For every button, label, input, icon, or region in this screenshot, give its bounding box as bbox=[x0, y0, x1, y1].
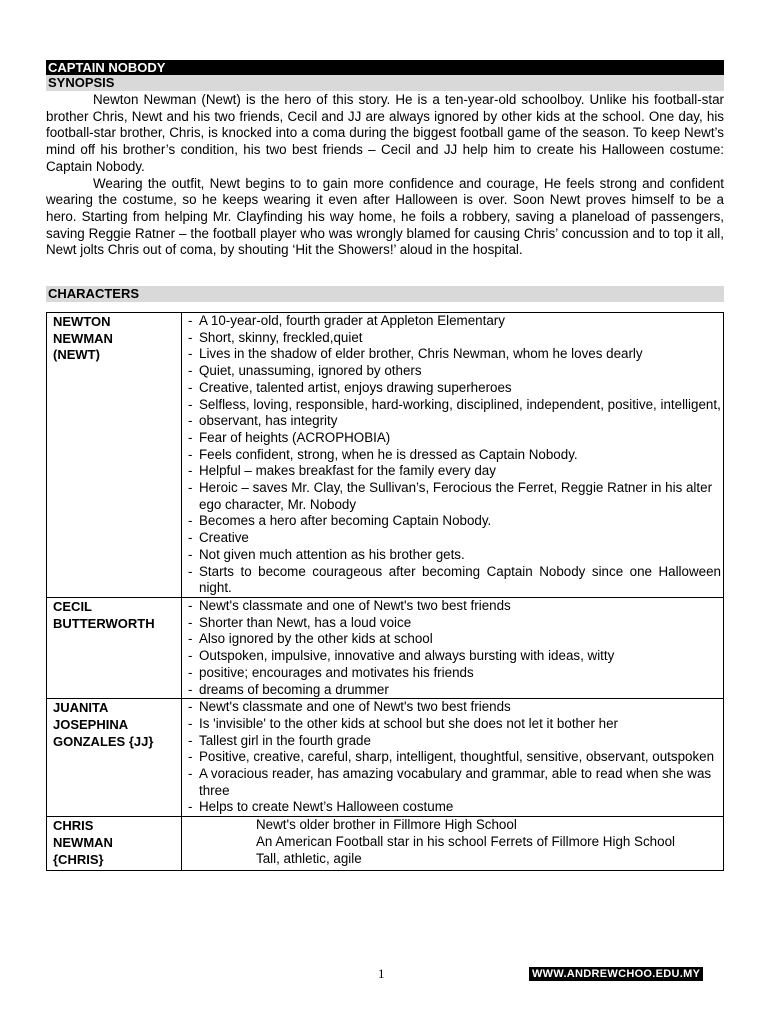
trait-item: - Short, skinny, freckled,quiet bbox=[186, 330, 721, 347]
trait-item: - Tallest girl in the fourth grade bbox=[186, 733, 721, 750]
trait-item: - Quiet, unassuming, ignored by others bbox=[186, 363, 721, 380]
trait-item: - Newt's classmate and one of Newt's two best friends bbox=[186, 699, 721, 716]
character-name-line: GONZALES {JJ} bbox=[53, 733, 154, 749]
characters-heading: CHARACTERS bbox=[46, 286, 724, 302]
trait-item: - Is 'invisible' to the other kids at school but she does not let it bother her bbox=[186, 716, 721, 733]
trait-item: - Newt's classmate and one of Newt's two best friends bbox=[186, 598, 721, 615]
trait-item: Tall, athletic, agile bbox=[256, 850, 362, 866]
trait-item: - Creative bbox=[186, 530, 721, 547]
character-name-cell bbox=[47, 817, 182, 871]
character-name-cell bbox=[47, 699, 182, 817]
trait-item: - Becomes a hero after becoming Captain Nobody. bbox=[186, 513, 721, 530]
trait-item: - Heroic – saves Mr. Clay, the Sullivan’s, Ferocious the Ferret, Reggie Ratner in his alter ego character, Mr. Nobody bbox=[186, 480, 721, 513]
trait-item: - Shorter than Newt, has a loud voice bbox=[186, 615, 721, 632]
character-name-line: CHRIS bbox=[53, 818, 94, 834]
trait-item: - Starts to become courageous after becoming Captain Nobody since one Halloween night. bbox=[186, 564, 721, 597]
trait-item: - Helps to create Newt’s Halloween costume bbox=[186, 799, 721, 816]
synopsis-paragraph: Wearing the outfit, Newt begins to to gain more confidence and courage, He feels strong and confident wearing the costume, so he keeps wearing it even after Halloween is over. Soon Newt proves himself to be a hero. Starting from helping Mr. Clayfinding his way home, he foils a robbery, saving a planeload of passengers, saving Reggie Ratner – the football player who was wrongly blamed for causing Chris’ concussion and to top it all, Newt jolts Chris out of coma, by shouting ‘Hit the Showers!’ aloud in the hospital. bbox=[46, 175, 724, 258]
character-name-line: BUTTERWORTH bbox=[53, 615, 155, 631]
character-name-cell bbox=[47, 313, 182, 598]
trait-item: Newt's older brother in Fillmore High School bbox=[256, 817, 517, 833]
trait-list bbox=[186, 817, 721, 867]
character-name-line: JUANITA bbox=[53, 700, 109, 716]
trait-item: - observant, has integrity bbox=[186, 413, 721, 430]
trait-item: - Feels confident, strong, when he is dressed as Captain Nobody. bbox=[186, 447, 721, 464]
synopsis-paragraph: Newton Newman (Newt) is the hero of this story. He is a ten-year-old schoolboy. Unlike his football-star brother Chris, Newt and his two friends, Cecil and JJ are always ignored by other kids at the school. One day, his football-star brother, Chris, is knocked into a coma during the biggest football game of the season. To keep Newt’s mind off his brother’s condition, his two best friends – Cecil and JJ help him to create his Halloween costume: Captain Nobody. bbox=[46, 92, 724, 174]
website-link[interactable]: WWW.ANDREWCHOO.EDU.MY bbox=[529, 967, 703, 981]
character-name-line: (NEWT) bbox=[53, 347, 100, 363]
trait-item: - Creative, talented artist, enjoys drawing superheroes bbox=[186, 380, 721, 397]
character-name-line: NEWMAN bbox=[53, 834, 113, 850]
character-traits-cell bbox=[182, 699, 724, 817]
character-traits-cell bbox=[182, 313, 724, 598]
trait-item: - Selfless, loving, responsible, hard-working, disciplined, independent, positive, intelligent, bbox=[186, 397, 721, 414]
character-row-chris bbox=[47, 817, 724, 871]
character-row-cecil bbox=[47, 597, 724, 698]
trait-item: - Lives in the shadow of elder brother, Chris Newman, whom he loves dearly bbox=[186, 346, 721, 363]
character-row-jj bbox=[47, 699, 724, 817]
characters-table bbox=[46, 312, 724, 871]
trait-item: - dreams of becoming a drummer bbox=[186, 682, 721, 699]
trait-item: - Outspoken, impulsive, innovative and always bursting with ideas, witty bbox=[186, 648, 721, 665]
trait-item: - Fear of heights (ACROPHOBIA) bbox=[186, 430, 721, 447]
character-row-newt bbox=[47, 313, 724, 598]
character-name-cell bbox=[47, 597, 182, 698]
character-name-line: {CHRIS} bbox=[53, 851, 104, 867]
trait-item: - positive; encourages and motivates his friends bbox=[186, 665, 721, 682]
character-name-line: CECIL bbox=[53, 598, 92, 614]
trait-list bbox=[186, 699, 721, 816]
document-page bbox=[46, 60, 724, 871]
synopsis-body bbox=[46, 92, 724, 259]
trait-item: - A 10-year-old, fourth grader at Appleton Elementary bbox=[186, 313, 721, 330]
page-number: 1 bbox=[378, 966, 385, 981]
trait-item: - Helpful – makes breakfast for the family every day bbox=[186, 463, 721, 480]
character-name-line: NEWMAN bbox=[53, 330, 113, 346]
trait-item: - Not given much attention as his brother gets. bbox=[186, 547, 721, 564]
character-traits-cell bbox=[182, 817, 724, 871]
trait-item: - A voracious reader, has amazing vocabulary and grammar, able to read when she was three bbox=[186, 766, 721, 799]
document-title: CAPTAIN NOBODY bbox=[46, 60, 724, 75]
character-name-line: JOSEPHINA bbox=[53, 716, 129, 732]
trait-list bbox=[186, 598, 721, 698]
page-footer bbox=[0, 966, 768, 982]
character-name-line: NEWTON bbox=[53, 314, 111, 330]
trait-item: - Also ignored by the other kids at school bbox=[186, 631, 721, 648]
trait-item: An American Football star in his school Ferrets of Fillmore High School bbox=[256, 833, 675, 849]
trait-item: - Positive, creative, careful, sharp, intelligent, thoughtful, sensitive, observant, outspoken bbox=[186, 749, 721, 766]
character-traits-cell bbox=[182, 597, 724, 698]
trait-list bbox=[186, 313, 721, 597]
synopsis-heading: SYNOPSIS bbox=[46, 75, 724, 91]
